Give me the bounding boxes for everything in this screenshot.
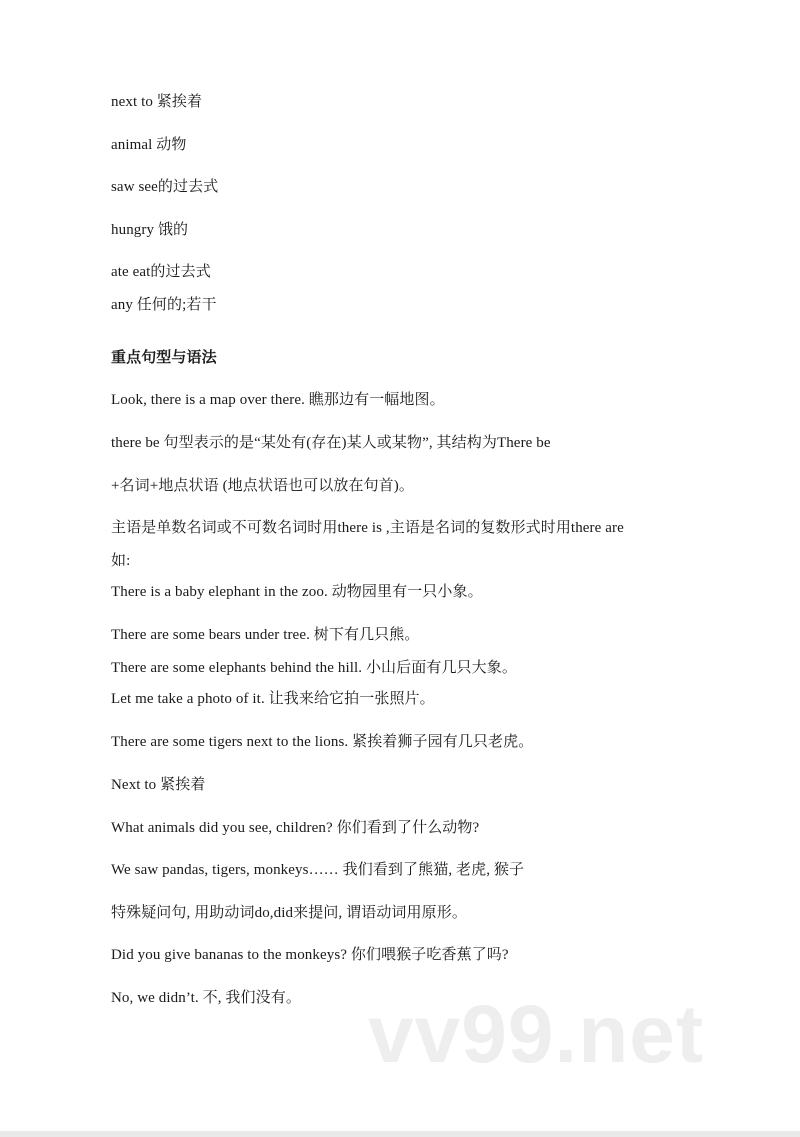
example-line: There are some bears under tree. 树下有几只熊。 (111, 627, 420, 643)
grammar-explanation-line: 特殊疑问句, 用助动词do,did来提问, 谓语动词用原形。 (111, 905, 467, 921)
example-line: Let me take a photo of it. 让我来给它拍一张照片。 (111, 691, 435, 707)
vocab-line-animal: animal 动物 (111, 137, 187, 153)
example-line: There is a baby elephant in the zoo. 动物园里有一只小象。 (111, 584, 483, 600)
watermark: vv99.net (368, 989, 705, 1080)
example-line: There are some elephants behind the hill. 小山后面有几只大象。 (111, 660, 517, 676)
grammar-explanation-line: +名词+地点状语 (地点状语也可以放在句首)。 (111, 478, 414, 494)
vocab-line-ate: ate eat的过去式 (111, 264, 211, 280)
vocab-line-any: any 任何的;若干 (111, 297, 217, 313)
vocab-line-saw: saw see的过去式 (111, 179, 219, 195)
grammar-explanation-line: there be 句型表示的是“某处有(存在)某人或某物”, 其结构为There be (111, 435, 551, 451)
example-line: What animals did you see, children? 你们看到了什么动物? (111, 820, 480, 836)
example-line: There are some tigers next to the lions. 紧挨着狮子园有几只老虎。 (111, 734, 534, 750)
phrase-line-next-to: Next to 紧挨着 (111, 777, 206, 793)
example-line: Did you give bananas to the monkeys? 你们喂猴子吃香蕉了吗? (111, 947, 509, 963)
grammar-explanation-line: 如: (111, 553, 131, 569)
example-line: We saw pandas, tigers, monkeys…… 我们看到了熊猫, 老虎, 猴子 (111, 862, 525, 878)
example-line: No, we didn’t. 不, 我们没有。 (111, 990, 301, 1006)
section-heading-grammar: 重点句型与语法 (111, 350, 217, 366)
example-line: Look, there is a map over there. 瞧那边有一幅地图。 (111, 392, 445, 408)
vocab-line-hungry: hungry 饿的 (111, 222, 189, 238)
grammar-explanation-line: 主语是单数名词或不可数名词时用there is ,主语是名词的复数形式时用there are (111, 520, 624, 536)
vocab-line-next-to: next to 紧挨着 (111, 94, 203, 110)
page-bottom-edge (0, 1131, 800, 1137)
